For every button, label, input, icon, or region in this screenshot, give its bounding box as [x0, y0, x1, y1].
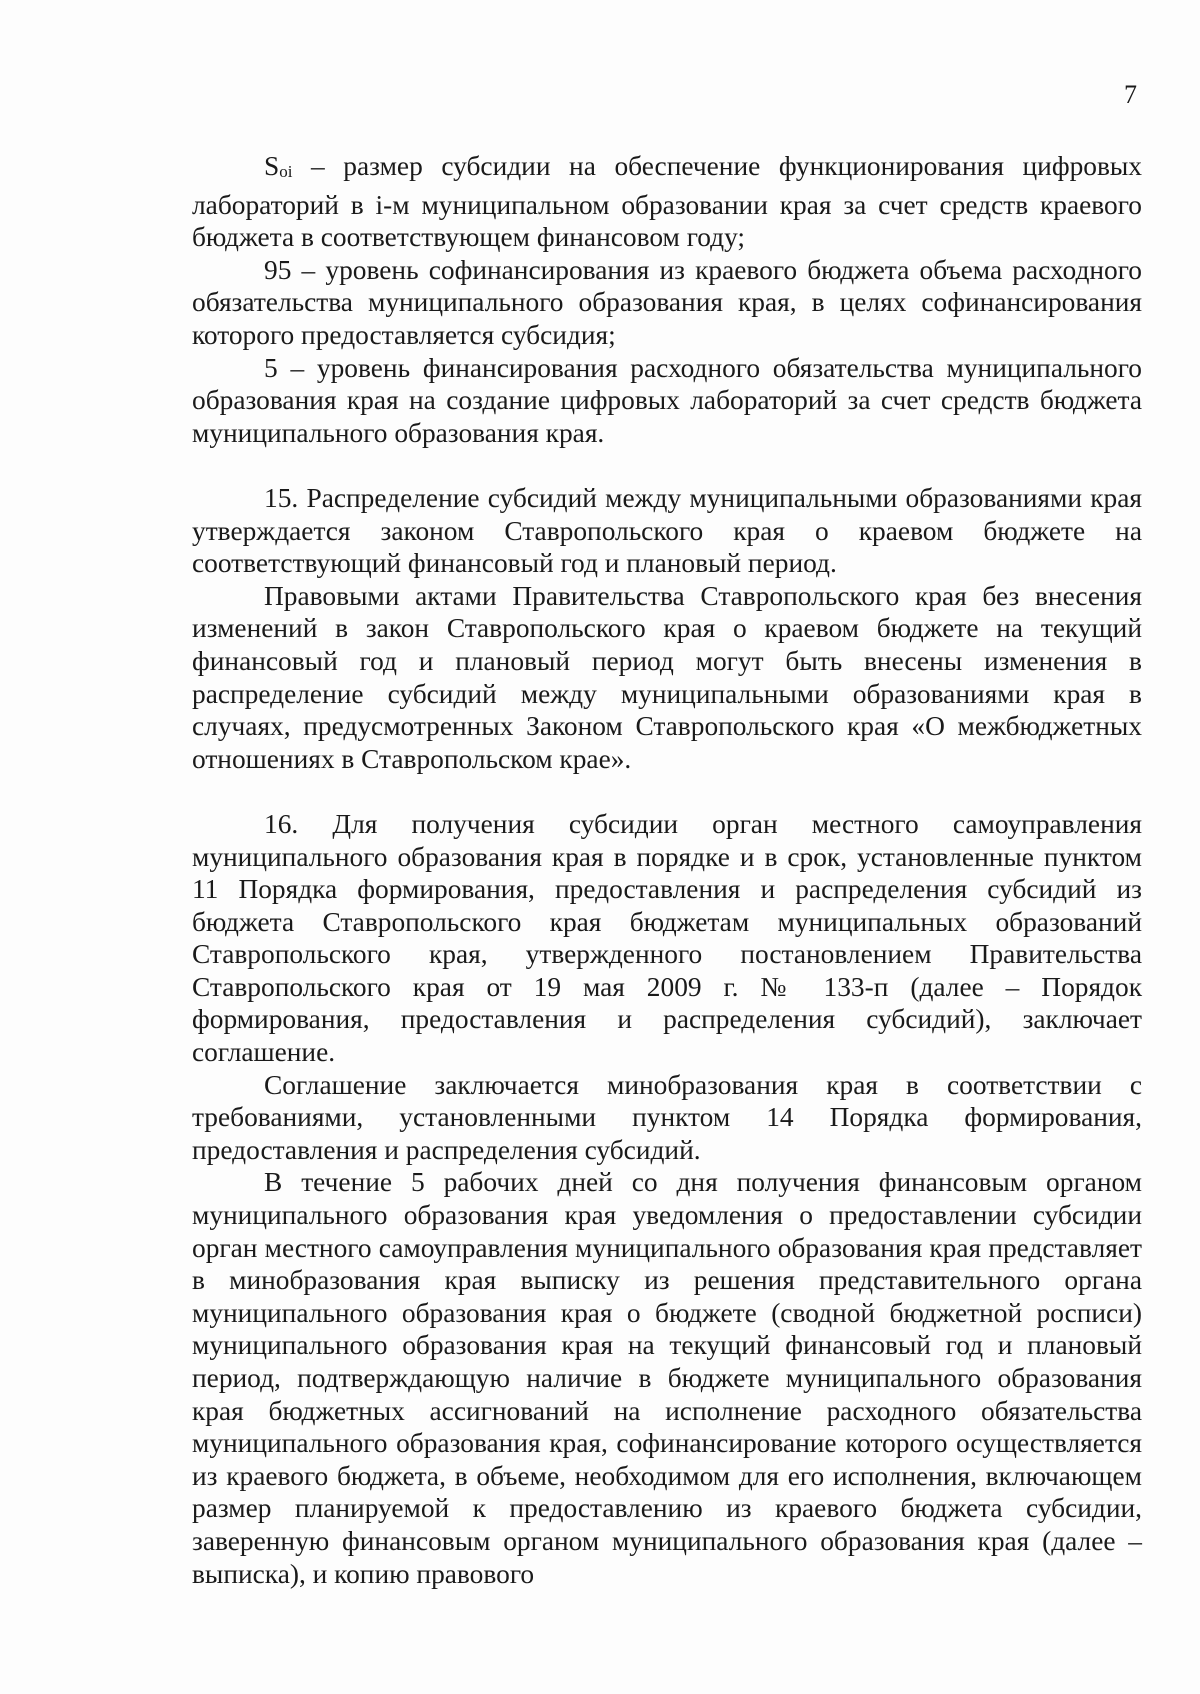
section-15-paragraph-2: Правовыми актами Правительства Ставропольского края без внесения изменений в закон Ставропольского края о краевом бюджете на текущий финансовый год и плановый период могут быть внесены изменения в распределение субсидий между муниципальными образованиями края в случаях, предусмотренных Законом Ставропольского края «О межбюджетных отношениях в Ставропольском крае».	[192, 580, 1142, 774]
section-16-paragraph-1: 16. Для получения субсидии орган местного самоуправления муниципального образования края в порядке и в срок, установленные пунктом 11 Порядка формирования, предоставления и распределения субсидий из бюджета Ставропольского края бюджетам муниципальных образований Ставропольского края, утвержденного постановлением Правительства Ставропольского края от 19 мая 2009 г. № 133-п (далее – Порядок формирования, предоставления и распределения субсидий), заключает соглашение.	[192, 808, 1142, 1068]
section-16-paragraph-3: В течение 5 рабочих дней со дня получения финансовым органом муниципального образования края уведомления о предоставлении субсидии орган местного самоуправления муниципального образования края представляет в минобразования края выписку из решения представительного органа муниципального образования края о бюджете (сводной бюджетной росписи) муниципального образования края на текущий финансовый год и плановый период, подтверждающую наличие в бюджете муниципального образования края бюджетных ассигнований на исполнение расходного обязательства муниципального образования края, софинансирование которого осуществляется из краевого бюджета, в объеме, необходимом для его исполнения, включающем размер планируемой к предоставлению из краевого бюджета субсидии, заверенную финансовым органом муниципального образования края (далее – выписка), и копию правового	[192, 1167, 1142, 1589]
formula-symbol: S	[264, 151, 280, 181]
formula-symbol-subscript: oi	[279, 162, 293, 182]
formula-variable-95: 95 – уровень софинансирования из краевого бюджета объема расходного обязательства муниципального образования края, в целях софинансирования которого предоставляется субсидия;	[192, 254, 1142, 350]
section-15-paragraph-1: 15. Распределение субсидий между муниципальными образованиями края утверждается законом Ставропольского края о краевом бюджете на соответствующий финансовый год и плановый период.	[192, 482, 1142, 579]
formula-variable-description: – размер субсидии на обеспечение функционирования цифровых лабораторий в i-м муниципальном образовании края за счет средств краевого бюджета в соответствующем финансовом году;	[192, 151, 1142, 253]
formula-variable-5: 5 – уровень финансирования расходного обязательства муниципального образования края на создание цифровых лабораторий за счет средств бюджета муниципального образования края.	[192, 352, 1142, 448]
section-16-paragraph-2: Соглашение заключается минобразования края в соответствии с требованиями, установленными пунктом 14 Порядка формирования, предоставления и распределения субсидий.	[192, 1069, 1142, 1165]
formula-variable-soi	[192, 150, 1142, 254]
document-body	[192, 150, 1142, 1590]
page-number: 7	[1124, 80, 1137, 109]
